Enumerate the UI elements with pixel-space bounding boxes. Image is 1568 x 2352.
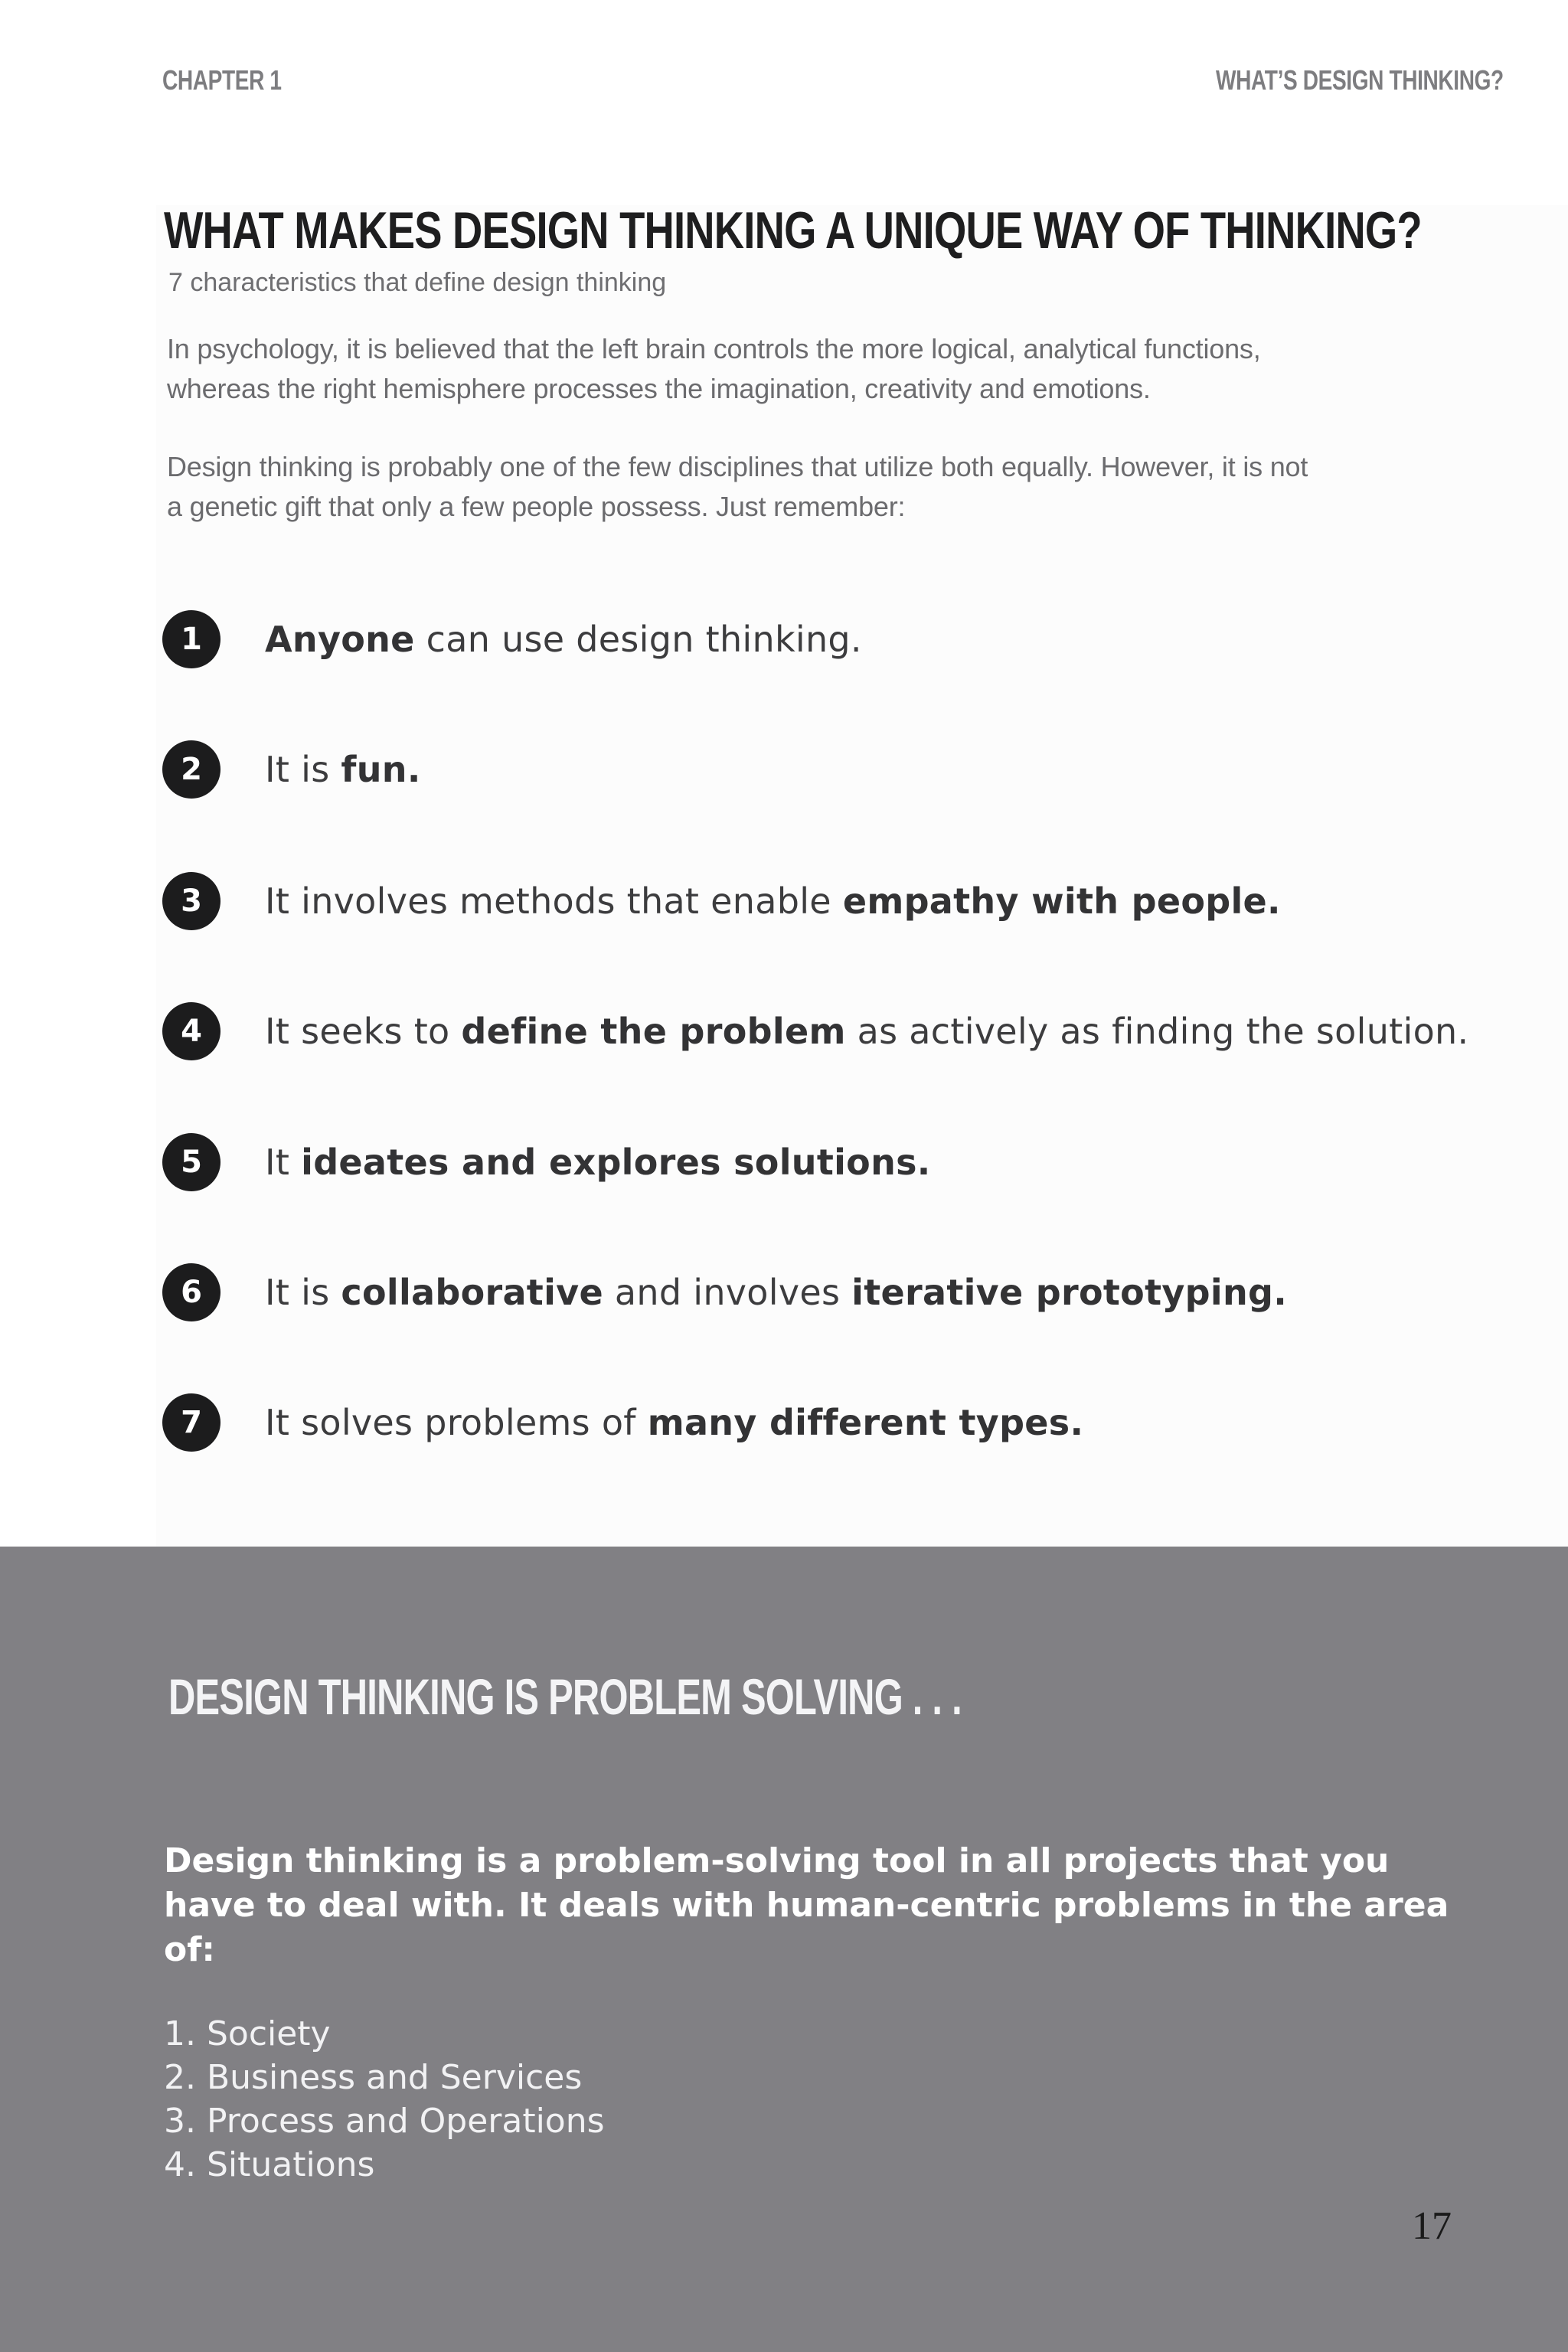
- list-item: 4. Situations: [164, 2145, 375, 2184]
- list-item: 2. Business and Services: [164, 2058, 583, 2097]
- chapter-label: CHAPTER 1: [162, 64, 282, 96]
- emphasis-text: empathy with people.: [842, 880, 1281, 922]
- characteristic-text: [265, 1011, 1468, 1052]
- text-segment: as actively as finding the solution.: [845, 1011, 1469, 1052]
- characteristic-text: [265, 1142, 931, 1183]
- emphasis-text: define the problem: [461, 1011, 846, 1052]
- text-segment: It seeks to: [265, 1011, 462, 1052]
- text-segment: It is: [265, 749, 341, 790]
- intro-paragraph-2: Design thinking is probably one of the few disciplines that utilize both equally. However, it is not a genetic gift that only a few people possess. Just remember:: [167, 451, 1308, 522]
- intro-paragraph: In psychology, it is believed that the left brain controls the more logical, analytical functions, whereas the right hemisphere processes the imagination, creativity and emotions.: [167, 333, 1261, 404]
- text-segment: It is: [265, 1272, 341, 1313]
- page-subtitle: 7 characteristics that define design thinking: [168, 268, 667, 297]
- characteristic-text: [265, 749, 421, 790]
- problem-solving-title: DESIGN THINKING IS PROBLEM SOLVING . . .: [168, 1668, 962, 1725]
- characteristic-text: [265, 880, 1281, 922]
- characteristic-text: [265, 1402, 1083, 1443]
- number-badge: 5: [162, 1133, 220, 1191]
- emphasis-text: fun.: [341, 749, 421, 790]
- text-segment: It solves problems of: [265, 1402, 648, 1443]
- number-badge: 2: [162, 740, 220, 799]
- characteristic-text: [265, 1272, 1287, 1313]
- characteristic-item: [162, 740, 421, 799]
- characteristic-item: [162, 1133, 931, 1191]
- problem-solving-lead: Design thinking is a problem-solving tool in all projects that you have to deal with. It deals with human-centric problems in the area of:: [164, 1841, 1449, 1969]
- emphasis-text: ideates and explores solutions.: [301, 1142, 931, 1183]
- emphasis-text: collaborative: [341, 1272, 603, 1313]
- characteristic-item: [162, 610, 862, 668]
- characteristic-item: [162, 1393, 1083, 1452]
- emphasis-text: iterative prototyping.: [851, 1272, 1288, 1313]
- text-segment: can use design thinking.: [414, 619, 862, 660]
- characteristic-item: [162, 1002, 1468, 1060]
- emphasis-text: many different types.: [647, 1402, 1084, 1443]
- text-segment: It involves methods that enable: [265, 880, 843, 922]
- number-badge: 1: [162, 610, 220, 668]
- characteristic-item: [162, 1263, 1287, 1321]
- list-item: 3. Process and Operations: [164, 2102, 605, 2141]
- problem-areas-list: [164, 2012, 605, 2187]
- number-badge: 4: [162, 1002, 220, 1060]
- text-segment: and involves: [603, 1272, 852, 1313]
- text-segment: It: [265, 1142, 302, 1183]
- section-label: WHAT’S DESIGN THINKING?: [1216, 64, 1504, 96]
- emphasis-text: Anyone: [265, 619, 415, 660]
- characteristic-text: [265, 619, 862, 660]
- number-badge: 3: [162, 872, 220, 930]
- page-number: 17: [1412, 2204, 1452, 2248]
- number-badge: 7: [162, 1393, 220, 1452]
- characteristic-item: [162, 872, 1281, 930]
- page-title: WHAT MAKES DESIGN THINKING A UNIQUE WAY OF THINKING?: [164, 201, 1422, 260]
- list-item: 1. Society: [164, 2014, 331, 2053]
- number-badge: 6: [162, 1263, 220, 1321]
